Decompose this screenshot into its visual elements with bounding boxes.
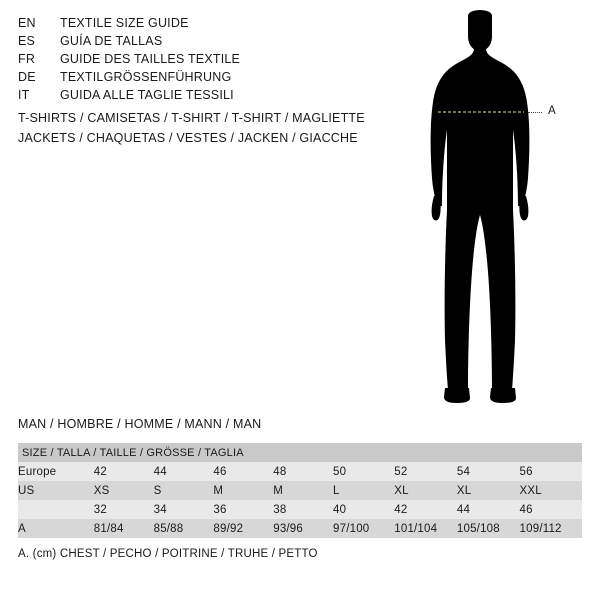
list-item	[18, 34, 378, 52]
cell: 97/100	[333, 519, 394, 538]
language-title: GUIDE DES TAILLES TEXTILE	[60, 52, 241, 66]
list-item	[18, 16, 378, 34]
measure-dash-icon	[528, 112, 542, 113]
cell: 38	[273, 500, 333, 519]
cell: 32	[94, 500, 154, 519]
cell: 89/92	[213, 519, 273, 538]
language-code: FR	[18, 52, 36, 66]
language-title: TEXTILGRÖSSENFÜHRUNG	[60, 70, 232, 84]
cell: 81/84	[94, 519, 154, 538]
table-row	[18, 519, 582, 538]
cell: 101/104	[394, 519, 457, 538]
table-row	[18, 500, 582, 519]
language-list	[18, 16, 378, 106]
language-code: DE	[18, 70, 36, 84]
table-header-row	[18, 443, 582, 462]
table-row	[18, 481, 582, 500]
row-label: A	[18, 519, 94, 538]
language-code: ES	[18, 34, 36, 48]
language-title: GUIDA ALLE TAGLIE TESSILI	[60, 88, 234, 102]
category-list	[18, 111, 418, 151]
cell: 46	[213, 462, 273, 481]
list-item	[18, 88, 378, 106]
cell: M	[213, 481, 273, 500]
cell: 40	[333, 500, 394, 519]
cell: 56	[520, 462, 582, 481]
row-label	[18, 500, 94, 519]
cell: 44	[457, 500, 520, 519]
cell: 54	[457, 462, 520, 481]
cell: 46	[520, 500, 582, 519]
cell: 44	[154, 462, 214, 481]
cell: 52	[394, 462, 457, 481]
language-code: IT	[18, 88, 30, 102]
cell: 93/96	[273, 519, 333, 538]
size-table	[18, 443, 582, 538]
list-item	[18, 70, 378, 88]
cell: 34	[154, 500, 214, 519]
figure-svg	[390, 10, 600, 410]
cell: XL	[457, 481, 520, 500]
cell: XXL	[520, 481, 582, 500]
table-section-title: MAN / HOMBRE / HOMME / MANN / MAN	[18, 417, 262, 431]
table-header-label: SIZE / TALLA / TAILLE / GRÖSSE / TAGLIA	[18, 443, 582, 462]
cell: 105/108	[457, 519, 520, 538]
category-jackets: JACKETS / CHAQUETAS / VESTES / JACKEN / GIACCHE	[18, 131, 358, 145]
table-footnote: A. (cm) CHEST / PECHO / POITRINE / TRUHE / PETTO	[18, 548, 318, 560]
language-title: GUÍA DE TALLAS	[60, 34, 163, 48]
cell: 42	[94, 462, 154, 481]
cell: 85/88	[154, 519, 214, 538]
cell: 48	[273, 462, 333, 481]
cell: M	[273, 481, 333, 500]
measure-point-label: A	[548, 105, 557, 117]
language-title: TEXTILE SIZE GUIDE	[60, 16, 189, 30]
cell: S	[154, 481, 214, 500]
row-label: US	[18, 481, 94, 500]
cell: 42	[394, 500, 457, 519]
cell: L	[333, 481, 394, 500]
cell: XL	[394, 481, 457, 500]
cell: 36	[213, 500, 273, 519]
cell: XS	[94, 481, 154, 500]
list-item	[18, 52, 378, 70]
cell: 109/112	[520, 519, 582, 538]
category-tshirts: T-SHIRTS / CAMISETAS / T-SHIRT / T-SHIRT / MAGLIETTE	[18, 111, 365, 125]
male-figure-illustration	[390, 10, 600, 410]
row-label: Europe	[18, 462, 94, 481]
language-code: EN	[18, 16, 36, 30]
table-row	[18, 462, 582, 481]
cell: 50	[333, 462, 394, 481]
